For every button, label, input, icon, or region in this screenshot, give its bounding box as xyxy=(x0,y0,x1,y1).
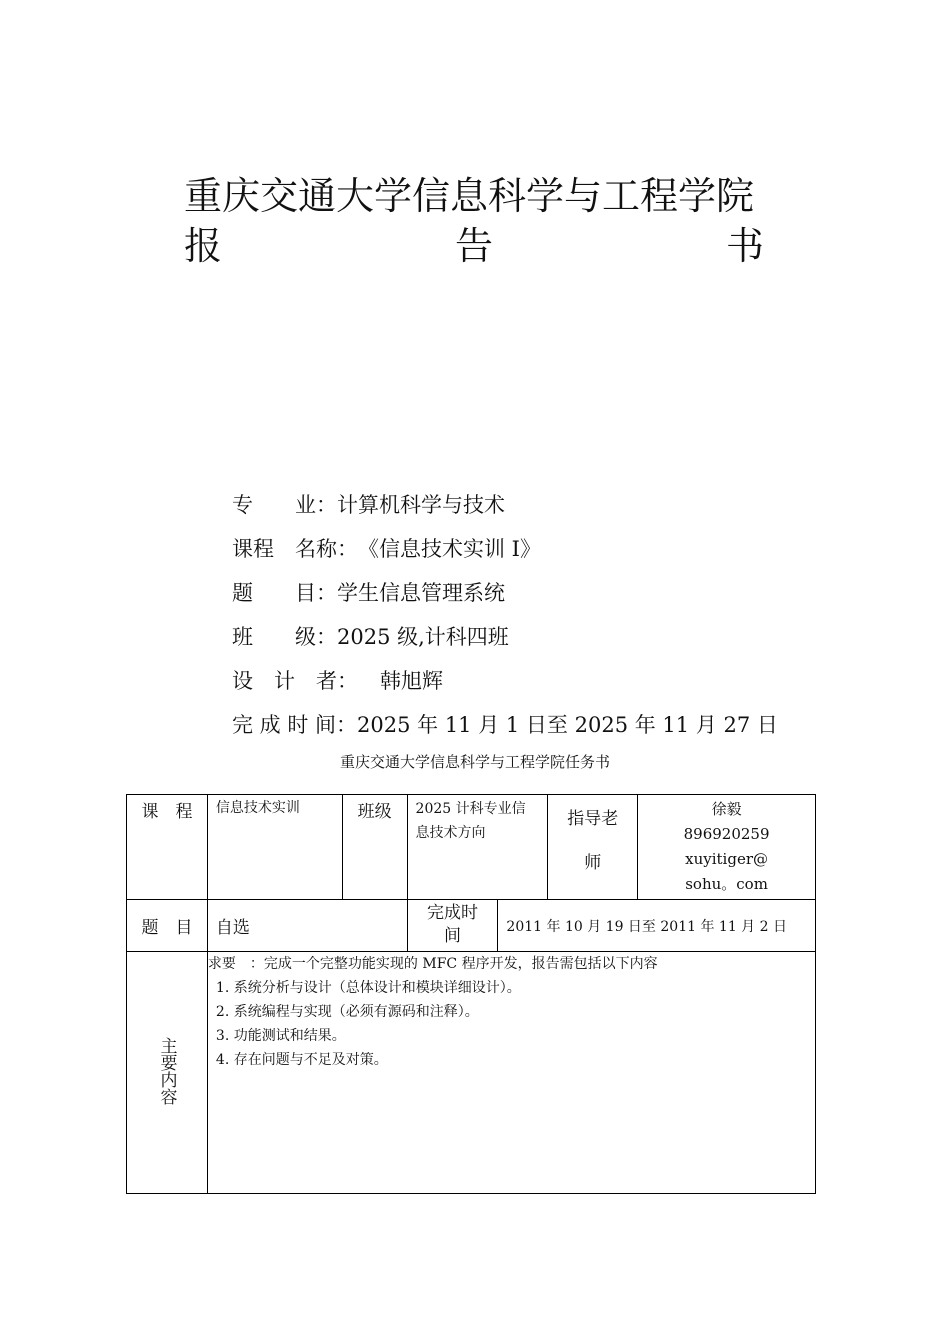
info-label: 专 业： xyxy=(232,493,337,517)
time-label-cell xyxy=(407,900,498,952)
table-row xyxy=(127,900,816,952)
task-caption: 重庆交通大学信息科学与工程学院任务书 xyxy=(339,753,610,771)
content-cell xyxy=(207,952,815,1194)
class-label-cell: 班级 xyxy=(342,795,407,900)
info-value: 学生信息管理系统 xyxy=(337,581,505,605)
info-topic xyxy=(232,570,778,614)
info-value: 计算机科学与技术 xyxy=(337,493,505,517)
advisor-phone: 896920259 xyxy=(683,825,770,843)
time-label: 完成时 xyxy=(426,903,478,923)
list-item: 4. 存在问题与不足及对策。 xyxy=(215,1052,388,1068)
info-value: 2025 级,计科四班 xyxy=(337,625,509,649)
report-title: 重庆交通大学信息科学与工程学院 xyxy=(184,174,755,218)
list-item: 2. 系统编程与实现（必须有源码和注释）。 xyxy=(215,1004,479,1020)
subtitle-char: 报 xyxy=(184,224,223,268)
advisor-info-cell xyxy=(638,795,816,900)
info-label: 班 级： xyxy=(232,625,337,649)
advisor-label: 指导老 xyxy=(567,809,619,829)
table-row xyxy=(127,795,816,900)
time-label: 间 xyxy=(443,926,461,946)
info-course xyxy=(232,526,778,570)
info-label: 课程 名称： xyxy=(232,537,358,561)
topic-value-cell: 自选 xyxy=(207,900,407,952)
info-value: 2025 年 11 月 1 日至 2025 年 11 月 27 日 xyxy=(357,713,778,737)
advisor-email: xuyitiger@ xyxy=(685,850,769,868)
advisor-label-cell xyxy=(548,795,638,900)
cover-info xyxy=(232,482,778,746)
info-value: 《信息技术实训 I》 xyxy=(358,537,541,561)
course-value-cell: 信息技术实训 xyxy=(207,795,342,900)
info-label: 设 计 者： xyxy=(232,669,358,693)
table-row xyxy=(127,952,816,1194)
report-subtitle xyxy=(184,215,764,270)
class-value-cell: 2025 计科专业信息技术方向 xyxy=(407,795,548,900)
content-label: 主要内容 xyxy=(156,1036,177,1105)
task-table xyxy=(126,794,816,1194)
content-intro: 求要 ：完成一个完整功能实现的 MFC 程序开发，报告需包括以下内容 xyxy=(207,956,658,972)
list-item: 3. 功能测试和结果。 xyxy=(215,1028,346,1044)
advisor-label: 师 xyxy=(584,853,602,873)
subtitle-char: 告 xyxy=(454,224,493,268)
info-designer xyxy=(232,658,778,702)
info-time xyxy=(232,702,778,746)
info-class xyxy=(232,614,778,658)
info-label: 题 目： xyxy=(232,581,337,605)
info-major xyxy=(232,482,778,526)
time-value-cell: 2011 年 10 月 19 日至 2011 年 11 月 2 日 xyxy=(498,900,816,952)
topic-label-cell: 题 目 xyxy=(127,900,208,952)
info-label: 完 成 时 间： xyxy=(232,713,358,737)
info-value: 韩旭辉 xyxy=(380,669,443,693)
subtitle-char: 书 xyxy=(725,224,764,268)
advisor-email: sohu。com xyxy=(685,875,768,893)
list-item: 1. 系统分析与设计（总体设计和模块详细设计）。 xyxy=(215,980,521,996)
course-label-cell: 课 程 xyxy=(127,795,208,900)
content-label-cell xyxy=(127,952,208,1194)
advisor-name: 徐毅 xyxy=(711,800,742,818)
